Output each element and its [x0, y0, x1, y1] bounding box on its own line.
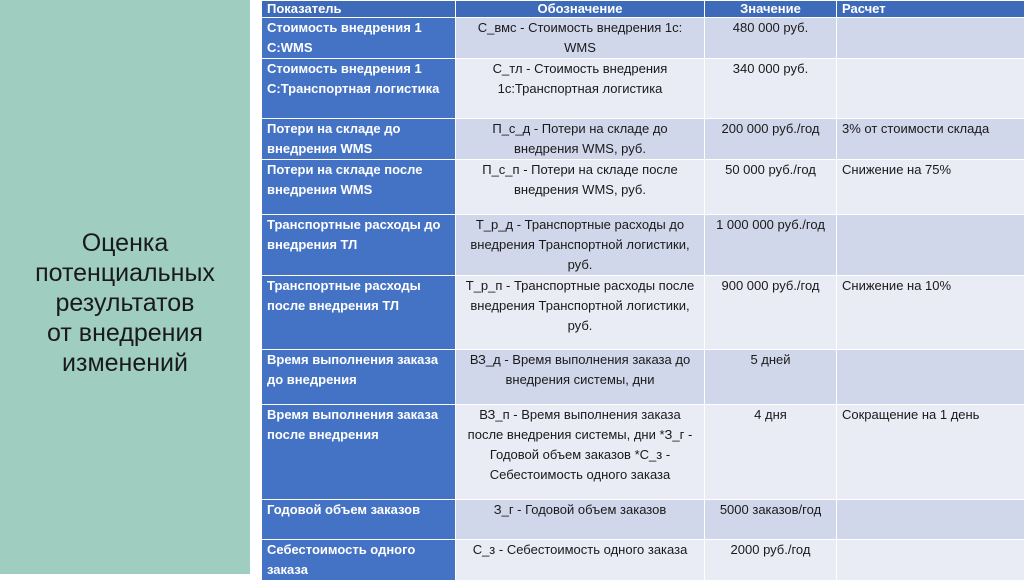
cell-value: 5 дней — [705, 350, 837, 405]
cell-indicator: Себестоимость одного заказа — [262, 540, 456, 581]
table-row — [262, 215, 1024, 276]
table-row — [262, 500, 1024, 540]
cell-symbol: П_с_п - Потери на складе после внедрения WMS, руб. — [456, 160, 705, 215]
slide-title — [0, 228, 250, 378]
cell-calc — [837, 59, 1024, 119]
cell-calc — [837, 215, 1024, 276]
cell-indicator: Потери на складе после внедрения WMS — [262, 160, 456, 215]
title-line: результатов — [0, 288, 250, 318]
cell-symbol: С_з - Себестоимость одного заказа — [456, 540, 705, 581]
cell-indicator: Потери на складе до внедрения WMS — [262, 119, 456, 160]
table-row — [262, 405, 1024, 500]
cell-indicator: Стоимость внедрения 1 С:Транспортная логистика — [262, 59, 456, 119]
header-symbol: Обозначение — [456, 1, 705, 18]
results-table — [261, 0, 1024, 581]
table-row — [262, 119, 1024, 160]
cell-value: 900 000 руб./год — [705, 276, 837, 350]
cell-calc: Сокращение на 1 день — [837, 405, 1024, 500]
header-indicator: Показатель — [262, 1, 456, 18]
cell-indicator: Стоимость внедрения 1 С:WMS — [262, 18, 456, 59]
cell-calc — [837, 350, 1024, 405]
header-calc: Расчет — [837, 1, 1024, 18]
cell-value: 1 000 000 руб./год — [705, 215, 837, 276]
cell-calc: 3% от стоимости склада — [837, 119, 1024, 160]
divider — [250, 0, 261, 574]
cell-symbol: З_г - Годовой объем заказов — [456, 500, 705, 540]
cell-value: 2000 руб./год — [705, 540, 837, 581]
cell-value: 340 000 руб. — [705, 59, 837, 119]
table-row — [262, 59, 1024, 119]
cell-symbol: Т_р_п - Транспортные расходы после внедрения Транспортной логистики, руб. — [456, 276, 705, 350]
table-row — [262, 160, 1024, 215]
cell-value: 480 000 руб. — [705, 18, 837, 59]
cell-indicator: Транспортные расходы до внедрения ТЛ — [262, 215, 456, 276]
cell-symbol: С_тл - Стоимость внедрения 1с:Транспортная логистика — [456, 59, 705, 119]
cell-symbol: ВЗ_п - Время выполнения заказа после внедрения системы, дни *З_г - Годовой объем заказов *С_з - Себестоимость одного заказа — [456, 405, 705, 500]
table-row — [262, 540, 1024, 581]
cell-symbol: Т_р_д - Транспортные расходы до внедрения Транспортной логистики, руб. — [456, 215, 705, 276]
title-line: изменений — [0, 348, 250, 378]
table-row — [262, 18, 1024, 59]
cell-indicator: Время выполнения заказа после внедрения — [262, 405, 456, 500]
table-header-row — [262, 1, 1024, 18]
cell-value: 50 000 руб./год — [705, 160, 837, 215]
cell-calc: Снижение на 10% — [837, 276, 1024, 350]
cell-value: 4 дня — [705, 405, 837, 500]
cell-calc — [837, 500, 1024, 540]
cell-calc: Снижение на 75% — [837, 160, 1024, 215]
cell-calc — [837, 18, 1024, 59]
header-value: Значение — [705, 1, 837, 18]
cell-value: 200 000 руб./год — [705, 119, 837, 160]
cell-indicator: Годовой объем заказов — [262, 500, 456, 540]
title-line: Оценка — [0, 228, 250, 258]
cell-calc — [837, 540, 1024, 581]
title-line: потенциальных — [0, 258, 250, 288]
title-line: от внедрения — [0, 318, 250, 348]
cell-symbol: П_с_д - Потери на складе до внедрения WMS, руб. — [456, 119, 705, 160]
table-row — [262, 350, 1024, 405]
cell-indicator: Время выполнения заказа до внедрения — [262, 350, 456, 405]
table-row — [262, 276, 1024, 350]
cell-symbol: С_вмс - Стоимость внедрения 1с: WMS — [456, 18, 705, 59]
cell-symbol: ВЗ_д - Время выполнения заказа до внедрения системы, дни — [456, 350, 705, 405]
cell-value: 5000 заказов/год — [705, 500, 837, 540]
cell-indicator: Транспортные расходы после внедрения ТЛ — [262, 276, 456, 350]
